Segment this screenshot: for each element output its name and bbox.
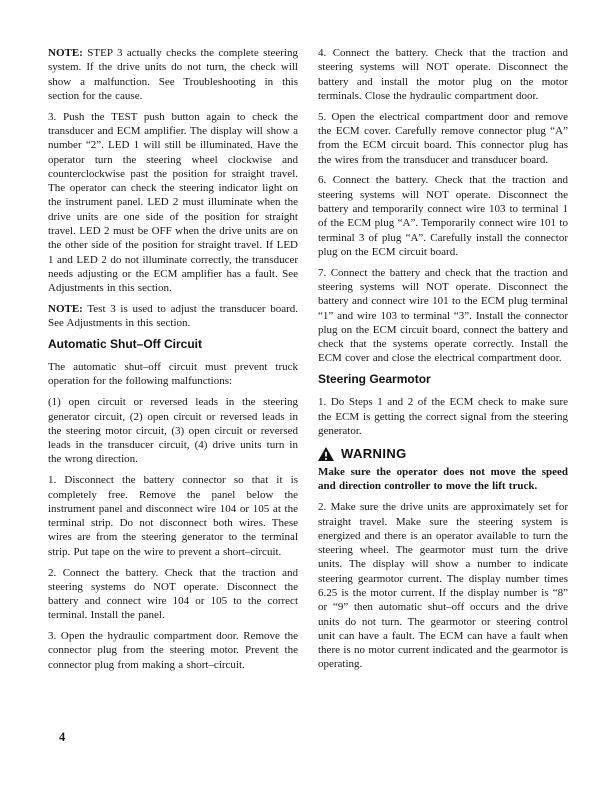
note-paragraph-2	[48, 302, 298, 331]
right-column	[318, 46, 568, 679]
step-paragraph-6: 6. Connect the battery. Check that the traction and steering systems will NOT operate. Disconnect the battery and temporarily connect wire 103 to terminal 1 of the ECM plug “A”. Temporarily connect wire 101 to terminal 3 of plug “A”. Carefully install the connector plug on the ECM circuit board.	[318, 174, 568, 258]
step-paragraph-4: 4. Connect the battery. Check that the traction and steering systems will NOT operate. Disconnect the battery and install the motor plug on the motor terminals. Close the hydraulic compartment door.	[318, 47, 568, 102]
note-label: NOTE:	[48, 303, 83, 316]
step-paragraph-3: 3. Open the hydraulic compartment door. Remove the connector plug from the steering motor. Prevent the connector plug from making a short–circuit.	[48, 630, 298, 671]
step-paragraph-7: 7. Connect the battery and check that the traction and steering systems will NOT operate. Disconnect the battery and connect wire 101 to the ECM plug terminal “1” and wire 103 to terminal “3”. Install the connector plug on the ECM circuit board, connect the battery and check that the systems operate correctly. Install the ECM cover and close the electrical compartment door.	[318, 266, 568, 365]
note-label: NOTE:	[48, 47, 83, 59]
gearmotor-step-paragraph-2: 2. Make sure the drive units are approximately set for straight travel. Make sure the steering system is energized and there is an operator available to turn the steering wheel. The gearmotor must turn the drive units. The display will show a number to indicate steering gearmotor current. The display number times 6.25 is the motor current. If the display number is “8” or “9” then automatic shut–off occurs and the drive units do not turn. The gearmotor or steering control unit can have a fault. The ECM can have a fault when there is no motor current indicated and the gearmotor is operating.	[318, 501, 568, 671]
warning-text: Make sure the operator does not move the speed and direction controller to move the lift truck.	[318, 466, 568, 493]
note-paragraph-1	[48, 46, 298, 103]
page-number: 4	[59, 730, 66, 744]
note-body: Test 3 is used to adjust the transducer board. See Adjustments in this section.	[48, 303, 298, 330]
warning-header	[318, 446, 568, 461]
warning-triangle-icon	[318, 447, 334, 461]
note-body: STEP 3 actually checks the complete steering system. If the drive units do not turn, the check will show a malfunction. See Troubleshooting in this section for the cause.	[48, 47, 298, 102]
section-heading-automatic-shutoff-circuit: Automatic Shut–Off Circuit	[48, 337, 203, 352]
section-heading-steering-gearmotor: Steering Gearmotor	[318, 372, 431, 387]
step-paragraph-5: 5. Open the electrical compartment door and remove the ECM cover. Carefully remove connector plug “A” from the ECM circuit board. This connector plug has the wires from the transducer and transducer board.	[318, 110, 568, 166]
warning-label: WARNING	[341, 446, 407, 462]
step-paragraph-2: 2. Connect the battery. Check that the traction and steering systems do NOT operate. Disconnect the battery and connect wire 104 or 105 to the correct terminal. Install the panel.	[48, 566, 298, 622]
gearmotor-step-paragraph-1: 1. Do Steps 1 and 2 of the ECM check to make sure the ECM is getting the correct signal from the steering generator.	[318, 396, 568, 437]
malfunction-list-paragraph: (1) open circuit or reversed leads in the steering generator circuit, (2) open circuit or reversed leads in the steering motor circuit, (3) open circuit or reversed leads in the transducer circuit, (4) drive units turn in the wrong direction.	[48, 396, 298, 466]
step-paragraph-1: 1. Disconnect the battery connector so that it is completely free. Remove the panel below the instrument panel and disconnect wire 104 or 105 at the terminal strip. Do not disconnect both wires. These wires are from the steering generator to the terminal strip. Put tape on the wire to prevent a short–circuit.	[48, 474, 298, 558]
intro-paragraph: The automatic shut–off circuit must prevent truck operation for the following malfunctions:	[48, 361, 298, 388]
step-paragraph-3-test: 3. Push the TEST push button again to check the transducer and ECM amplifier. The display will show a number “2”. LED 1 will still be illuminated. Have the operator turn the steering wheel clockwise and counterclockwise past the position for straight travel. The operator can check the steering indicator light on the instrument panel. LED 2 must illuminate when the drive units are one side of the position for straight travel. LED 2 must be OFF when the drive units are on the other side of the position for straight travel. If LED 1 and LED 2 do not illuminate correctly, the transducer needs adjusting or the ECM amplifier has a fault. See Adjustments in this section.	[48, 110, 298, 295]
left-column	[48, 46, 298, 679]
